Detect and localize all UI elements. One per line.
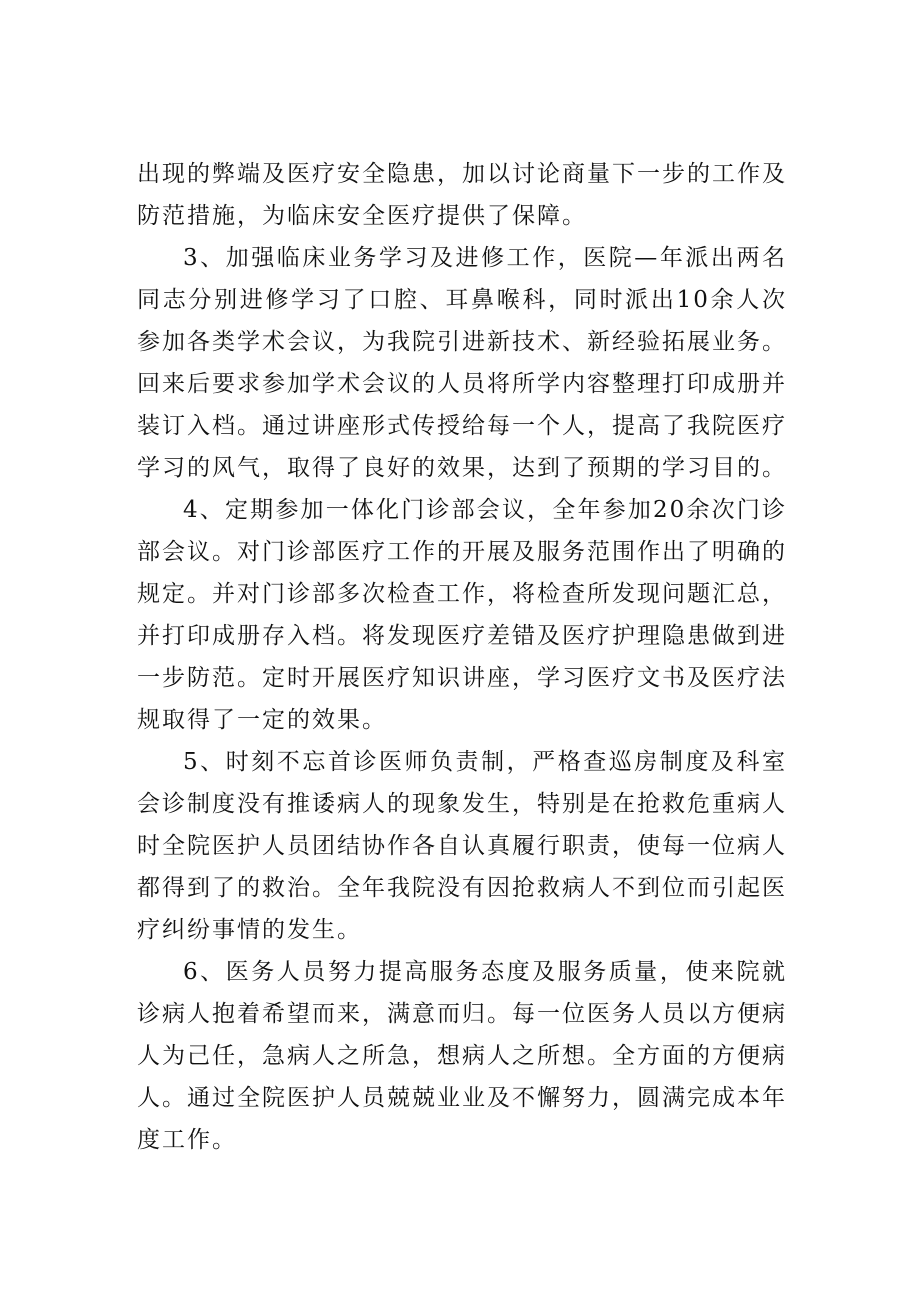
document-body [137, 153, 787, 1161]
paragraph-item-4: 4、定期参加一体化门诊部会议，全年参加20余次门诊部会议。对门诊部医疗工作的开展及服务范围作出了明确的规定。并对门诊部多次检查工作，将检查所发现问题汇总，并打印成册存入档。将发现医疗差错及医疗护理隐患做到进一步防范。定时开展医疗知识讲座，学习医疗文书及医疗法规取得了一定的效果。 [137, 497, 787, 733]
paragraph-item-6: 6、医务人员努力提高服务态度及服务质量，使来院就诊病人抱着希望而来，满意而归。每一位医务人员以方便病人为己任，急病人之所急，想病人之所想。全方面的方便病人。通过全院医护人员兢兢业业及不懈努力，圆满完成本年度工作。 [137, 959, 787, 1153]
paragraph-item-5: 5、时刻不忘首诊医师负责制，严格查巡房制度及科室会诊制度没有推诿病人的现象发生，特别是在抢救危重病人时全院医护人员团结协作各自认真履行职责，使每一位病人都得到了的救治。全年我院没有因抢救病人不到位而引起医疗纠纷事情的发生。 [137, 749, 787, 943]
paragraph-item-3: 3、加强临床业务学习及进修工作，医院—年派出两名同志分别进修学习了口腔、耳鼻喉科，同时派出10余人次参加各类学术会议，为我院引进新技术、新经验拓展业务。回来后要求参加学术会议的人员将所学内容整理打印成册并装订入档。通过讲座形式传授给每一个人，提高了我院医疗学习的风气，取得了良好的效果，达到了预期的学习目的。 [137, 245, 787, 481]
paragraph-continuation: 出现的弊端及医疗安全隐患，加以讨论商量下一步的工作及防范措施，为临床安全医疗提供了保障。 [137, 161, 787, 229]
